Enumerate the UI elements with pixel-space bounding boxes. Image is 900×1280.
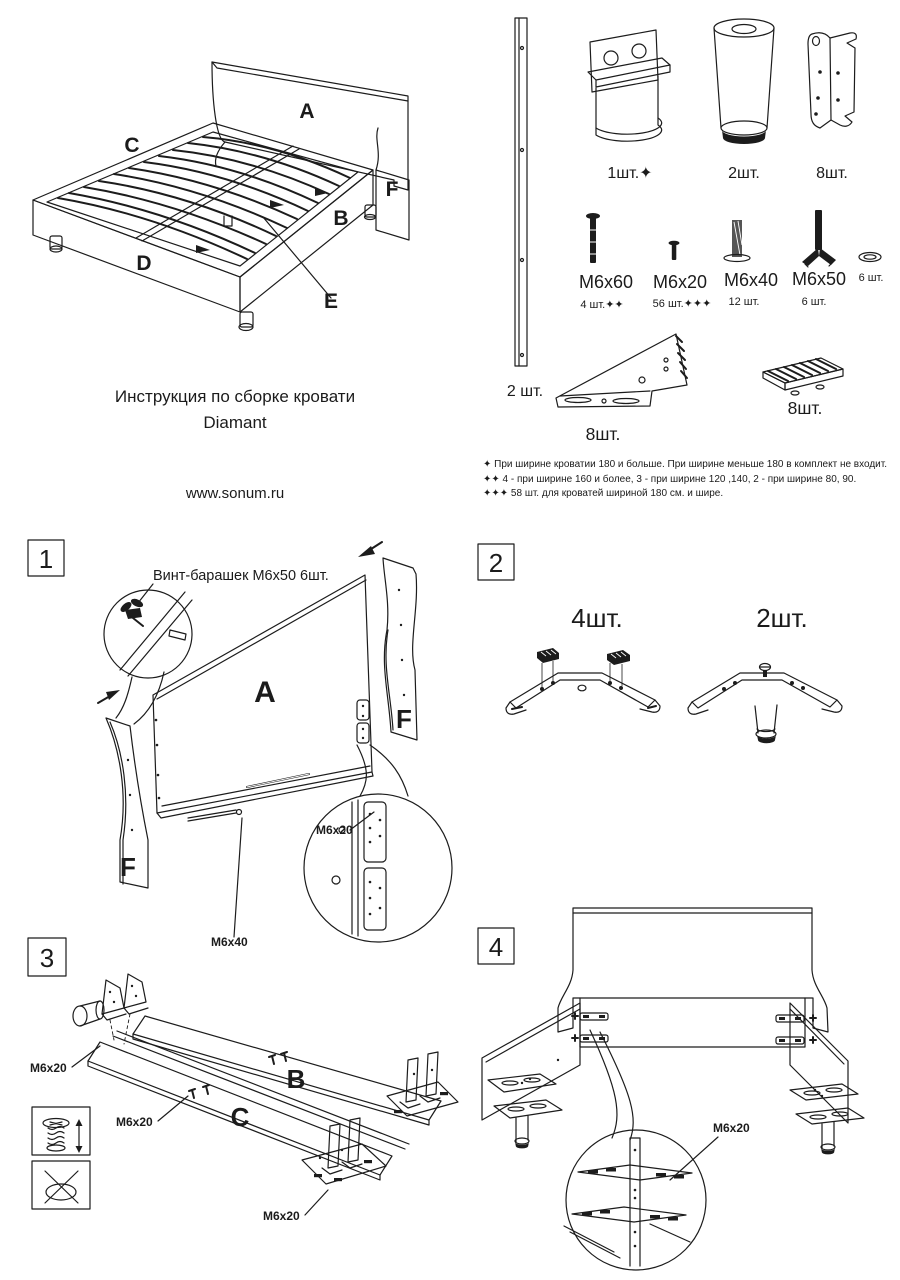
step-2-diagram [460, 530, 900, 760]
part-leg-bracket [588, 30, 670, 141]
rail-b [113, 1016, 441, 1149]
step-1-callout: Винт-барашек М6х50 6шт. [153, 568, 329, 584]
part-washer [859, 253, 881, 262]
part-screw-m6x40-name: M6x40 [723, 270, 779, 290]
part-angle-bracket-qty: 8шт. [816, 165, 848, 182]
part-side-bar [515, 18, 527, 366]
step-3-label-c: C [230, 1102, 250, 1132]
bed-label-d: D [136, 252, 152, 275]
part-screw-m6x20-name: M6x20 [652, 272, 708, 292]
part-glide-pad [763, 358, 843, 395]
part-screw-m6x50-name: M6x50 [791, 269, 847, 289]
side-rails [482, 1003, 848, 1123]
m6x40-pointer [234, 818, 242, 937]
m6x20-pointer-c [305, 1190, 328, 1215]
left-leg-assembly [488, 1074, 562, 1148]
part-glide-pad-qty: 8шт. [787, 398, 823, 418]
title-line-2: Diamant [203, 413, 267, 432]
website-url: www.sonum.ru [185, 485, 285, 502]
step-4-number: 4 [488, 932, 504, 962]
bed-label-e: E [323, 290, 339, 313]
part-angle-bracket [808, 33, 856, 128]
part-screw-m6x20-qty: 56 шт.✦✦✦ [652, 298, 712, 310]
step-1-label-f-right: F [396, 704, 412, 734]
part-screw-m6x50-qty: 6 шт. [801, 296, 827, 308]
footnote-3: ✦✦✦ 58 шт. для кроватей шириной 180 см. и шире. [483, 488, 724, 499]
bed-overview-diagram [20, 40, 450, 340]
title-line-1: Инструкция по сборке кровати [114, 387, 356, 406]
step-1-label-m6x20: M6x20 [316, 823, 353, 837]
footnotes [483, 458, 895, 502]
prohibition-icon [32, 1161, 90, 1209]
step-4-diagram [460, 880, 900, 1280]
right-leg-assembly [790, 1084, 864, 1154]
footnote-2: ✦✦ 4 - при ширине 160 и более, 3 - при ширине 120 ,140, 2 - при ширине 80, 90. [483, 473, 857, 485]
step-3-diagram [20, 930, 460, 1280]
left-bracket-cluster [73, 974, 148, 1044]
part-side-bar-qty: 2 шт. [506, 383, 544, 400]
part-screw-m6x40-qty: 12 шт. [728, 296, 760, 308]
junction-brackets [572, 1013, 816, 1044]
step-1-number: 1 [38, 544, 54, 574]
part-corner-bracket-qty: 8шт. [585, 424, 621, 444]
step-3-label-m6x20-c: M6x20 [263, 1209, 300, 1223]
screw-depth-icon [32, 1107, 90, 1155]
step-4-label-m6x20: M6x20 [713, 1121, 750, 1135]
step-1-diagram [20, 530, 460, 970]
step-2-number: 2 [488, 548, 504, 578]
magnifier-leader-1 [590, 1030, 617, 1138]
rail-c-end-brackets [302, 1118, 386, 1184]
parts-list [480, 10, 900, 460]
headboard-assembled [558, 908, 828, 1047]
step-1-label-f-left: F [120, 852, 136, 882]
bed-label-a: A [299, 100, 315, 123]
step-2-qty-leg: 2шт. [756, 603, 808, 633]
part-washer-qty: 6 шт. [858, 272, 884, 284]
direction-arrows [98, 542, 382, 703]
corner-bracket-with-leg [688, 664, 842, 744]
part-screw-m6x50 [802, 210, 836, 267]
step-3-label-m6x20-a: M6x20 [30, 1061, 67, 1075]
step-1-label-m6x40: M6x40 [211, 935, 248, 949]
part-leg-cylinder-qty: 2шт. [728, 165, 760, 182]
footnote-1: ✦ При ширине кроватии 180 и больше. При ширине меньше 180 в комплект не входит. [483, 459, 888, 470]
part-screw-m6x40 [724, 220, 750, 262]
part-corner-bracket [556, 334, 687, 407]
step-3-label-m6x20-b: M6x20 [116, 1115, 153, 1129]
bed-label-b: B [333, 207, 349, 230]
step-1-callout-pointer [138, 584, 153, 603]
corner-bracket-with-pads [506, 648, 660, 714]
document-title [55, 384, 415, 436]
bed-label-c: C [124, 134, 140, 157]
part-screw-m6x60 [586, 213, 600, 263]
part-screw-m6x60-name: M6x60 [578, 272, 634, 292]
step-3-label-b: B [286, 1064, 306, 1094]
step-4-magnifier [564, 1130, 706, 1270]
step-1-label-a: A [254, 676, 276, 709]
part-leg-bracket-qty: 1шт.✦ [607, 165, 653, 182]
step-3-number: 3 [39, 943, 55, 973]
rail-b-end-brackets [387, 1052, 458, 1116]
step-2-qty-pads: 4шт. [571, 603, 623, 633]
part-leg-cylinder [714, 19, 774, 144]
part-screw-m6x60-qty: 4 шт.✦✦ [580, 299, 624, 311]
bed-label-f: F [385, 178, 399, 201]
part-screw-m6x20 [669, 241, 680, 260]
wing-screw-magnifier [104, 590, 192, 724]
